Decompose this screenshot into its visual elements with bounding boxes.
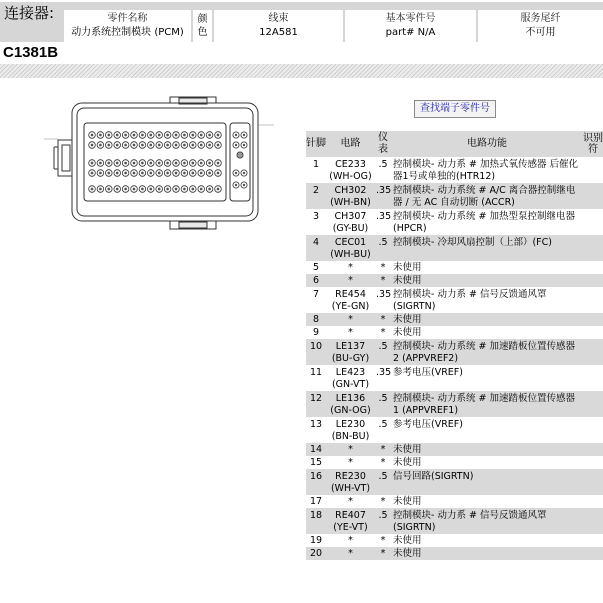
wire-gauge: *	[380, 496, 386, 507]
pin-contact	[149, 134, 152, 137]
pin-number: 18	[306, 508, 326, 534]
pin-number: 16	[306, 469, 326, 495]
pin-cavity-field	[89, 132, 247, 193]
pin-contact	[166, 172, 169, 175]
pin-contact	[200, 162, 203, 165]
circuit-cell	[326, 469, 375, 495]
pin-contact	[107, 144, 110, 147]
wire-gauge: .5	[375, 235, 391, 261]
pin-contact	[99, 172, 102, 175]
identifier	[583, 313, 603, 326]
pin-contact	[208, 162, 211, 165]
pin-number: 19	[309, 535, 323, 546]
pin-contact	[107, 188, 110, 191]
pin-contact	[149, 144, 152, 147]
pin-number: 20	[306, 547, 326, 560]
pin-contact	[217, 134, 220, 137]
pin-contact	[99, 144, 102, 147]
wire-color: (GN-OG)	[330, 404, 371, 416]
pin-contact	[175, 188, 178, 191]
pin-contact	[191, 144, 194, 147]
circuit-cell	[326, 547, 375, 560]
pin-contact	[243, 184, 245, 186]
circuit-code: LE423	[335, 367, 366, 378]
pin-contact	[235, 184, 237, 186]
circuit-cell	[326, 508, 375, 534]
pin-cavity	[237, 152, 243, 158]
pin-contact	[217, 162, 220, 165]
wire-color: (GY-BU)	[332, 222, 369, 234]
pin-contact	[91, 162, 94, 165]
pin-contact	[99, 162, 102, 165]
circuit-code: CE233	[335, 159, 366, 170]
table-row	[306, 365, 603, 391]
circuit-function: 未使用	[391, 313, 583, 326]
pin-contact	[191, 134, 194, 137]
connector-header	[0, 0, 603, 64]
pin-contact	[175, 144, 178, 147]
find-terminal-part-number-button[interactable]: 查找端子零件号	[414, 100, 496, 118]
pin-contact	[124, 144, 127, 147]
pin-number: 5	[312, 262, 320, 273]
wire-gauge: .35	[376, 289, 392, 300]
identifier	[583, 443, 603, 456]
circuit-code: LE137	[335, 341, 366, 352]
circuit-cell	[326, 443, 375, 456]
pin-contact	[166, 188, 169, 191]
pin-contact	[158, 172, 161, 175]
circuit-code: *	[348, 457, 353, 468]
circuit-cell	[326, 261, 375, 274]
pin-number: 7	[312, 289, 320, 300]
table-row	[306, 534, 603, 547]
circuit-cell	[326, 339, 375, 365]
pin-contact	[235, 144, 237, 146]
pin-contact	[166, 162, 169, 165]
pin-contact	[166, 134, 169, 137]
pin-contact	[141, 188, 144, 191]
pin-contact	[175, 134, 178, 137]
pin-contact	[217, 172, 220, 175]
pin-contact	[107, 172, 110, 175]
wire-color: (YE-GN)	[331, 300, 370, 312]
table-row	[306, 469, 603, 495]
base-part-value: part# N/A	[385, 27, 436, 38]
pin-contact	[191, 172, 194, 175]
wire-gauge: *	[380, 535, 386, 546]
pin-contact	[149, 172, 152, 175]
pin-number: 11	[309, 367, 323, 378]
wire-color: (BU-GY)	[331, 352, 370, 364]
circuit-code: CH302	[334, 185, 367, 196]
pin-contact	[149, 188, 152, 191]
table-row	[306, 508, 603, 534]
table-row	[306, 391, 603, 417]
circuit-cell	[326, 287, 375, 313]
identifier	[583, 495, 603, 508]
wire-color: (WH-BN)	[330, 196, 371, 208]
circuit-function: 控制模块- 动力系统 # 加速踏板位置传感器 1 (APPVREF1)	[391, 391, 583, 417]
pin-contact	[183, 188, 186, 191]
identifier	[583, 469, 603, 495]
part-name-cell	[64, 10, 191, 42]
pin-number: 14	[306, 443, 326, 456]
pin-contact	[235, 134, 237, 136]
wire-gauge: .5	[375, 469, 391, 495]
circuit-cell	[326, 417, 375, 443]
identifier	[583, 287, 603, 313]
identifier	[583, 209, 603, 235]
pin-contact	[141, 144, 144, 147]
circuit-cell	[326, 534, 375, 547]
pin-table-body	[306, 157, 603, 560]
circuit-function: 控制模块- 冷却风扇控制（上部）(FC)	[391, 235, 583, 261]
pin-contact	[107, 134, 110, 137]
pin-column-header: 针脚	[306, 131, 326, 157]
identifier	[583, 391, 603, 417]
wire-gauge: *	[380, 262, 386, 273]
circuit-cell	[326, 365, 375, 391]
pin-contact	[217, 144, 220, 147]
circuit-function: 参考电压(VREF)	[393, 367, 463, 378]
circuit-cell	[326, 495, 375, 508]
circuit-cell	[326, 313, 375, 326]
circuit-cell	[326, 183, 375, 209]
circuit-cell	[326, 157, 375, 183]
base-part-label: 基本零件号	[385, 13, 436, 24]
circuit-column-header: 电路	[326, 131, 375, 157]
wire-gauge: *	[380, 327, 386, 338]
circuit-code: RE407	[335, 510, 366, 521]
wire-gauge: .5	[375, 339, 391, 365]
circuit-code: RE454	[335, 289, 366, 300]
identifier	[583, 547, 603, 560]
pin-contact	[158, 144, 161, 147]
circuit-code: CH307	[334, 211, 367, 222]
circuit-function: 未使用	[393, 496, 422, 507]
pin-contact	[200, 134, 203, 137]
table-row	[306, 261, 603, 274]
wire-gauge: *	[380, 457, 386, 468]
circuit-code: *	[348, 548, 353, 559]
pin-contact	[133, 172, 136, 175]
circuit-code: *	[348, 496, 353, 507]
table-row	[306, 339, 603, 365]
identifier	[583, 534, 603, 547]
pin-contact	[243, 172, 245, 174]
pin-contact	[141, 134, 144, 137]
pin-contact	[158, 134, 161, 137]
connector-id: C1381B	[3, 44, 59, 61]
pin-contact	[235, 172, 237, 174]
identifier	[583, 339, 603, 365]
connector-label: 连接器:	[4, 4, 55, 22]
table-row	[306, 209, 603, 235]
pin-contact	[116, 134, 119, 137]
pin-contact	[200, 172, 203, 175]
wire-gauge: .5	[375, 508, 391, 534]
wire-color: (WH-BU)	[330, 248, 371, 260]
wire-color: (WH-OG)	[329, 170, 372, 182]
service-pigtail-cell	[478, 10, 603, 42]
circuit-function: 未使用	[391, 443, 583, 456]
circuit-function: 未使用	[393, 535, 422, 546]
pin-contact	[124, 172, 127, 175]
circuit-function: 未使用	[391, 274, 583, 287]
identifier	[583, 183, 603, 209]
pin-contact	[99, 188, 102, 191]
pin-contact	[243, 144, 245, 146]
pin-contact	[200, 144, 203, 147]
circuit-cell	[326, 391, 375, 417]
pin-number: 9	[312, 327, 320, 338]
pin-contact	[99, 134, 102, 137]
circuit-function: 未使用	[393, 457, 422, 468]
pin-contact	[133, 188, 136, 191]
circuit-code: CEC01	[334, 237, 367, 248]
pin-contact	[133, 162, 136, 165]
table-row	[306, 417, 603, 443]
circuit-code: *	[348, 275, 353, 286]
circuit-function: 未使用	[393, 327, 422, 338]
circuit-cell	[326, 456, 375, 469]
pin-contact	[183, 162, 186, 165]
pin-table	[306, 131, 603, 560]
table-row	[306, 157, 603, 183]
identifier	[583, 417, 603, 443]
pin-contact	[133, 144, 136, 147]
table-row	[306, 456, 603, 469]
wire-gauge: .35	[375, 183, 391, 209]
circuit-cell	[326, 326, 375, 339]
circuit-cell	[326, 274, 375, 287]
gauge-column-header: 仪表	[375, 131, 391, 157]
pin-number: 1	[312, 159, 320, 170]
circuit-function: 控制模块- 动力系统 # A/C 离合器控制继电器 / 无 AC 自动切断 (ACCR)	[391, 183, 583, 209]
pin-contact	[116, 162, 119, 165]
circuit-function: 控制模块- 动力系统 # 加热型泵控制继电器 (HPCR)	[393, 211, 575, 234]
pin-contact	[149, 162, 152, 165]
identifier	[583, 235, 603, 261]
pin-number: 8	[306, 313, 326, 326]
pin-contact	[208, 144, 211, 147]
pin-contact	[183, 134, 186, 137]
table-row	[306, 547, 603, 560]
pin-number: 13	[309, 419, 323, 430]
pin-contact	[141, 172, 144, 175]
part-name-label: 零件名称	[107, 13, 148, 24]
wire-color: (GN-VT)	[331, 378, 370, 390]
circuit-function: 未使用	[393, 262, 422, 273]
function-column-header: 电路功能	[391, 131, 583, 157]
circuit-code: *	[348, 444, 353, 455]
pin-contact	[107, 162, 110, 165]
wire-gauge: .5	[378, 159, 388, 170]
table-row	[306, 235, 603, 261]
table-row	[306, 495, 603, 508]
identifier	[583, 365, 603, 391]
pin-contact	[158, 162, 161, 165]
pin-contact	[124, 188, 127, 191]
pin-contact	[91, 144, 94, 147]
pin-number: 6	[306, 274, 326, 287]
circuit-code: LE230	[335, 419, 366, 430]
wire-gauge: *	[375, 547, 391, 560]
wire-gauge: .35	[376, 367, 392, 378]
circuit-code: *	[348, 262, 353, 273]
table-row	[306, 313, 603, 326]
pin-number: 12	[306, 391, 326, 417]
wire-gauge: *	[375, 443, 391, 456]
wire-color: (BN-BU)	[331, 430, 370, 442]
id-column-header: 识别符	[583, 133, 603, 155]
pin-number: 17	[309, 496, 323, 507]
wire-color: (WH-VT)	[330, 482, 371, 494]
circuit-code: *	[348, 327, 353, 338]
pin-contact	[208, 188, 211, 191]
pin-contact	[158, 188, 161, 191]
pin-number: 2	[306, 183, 326, 209]
wire-gauge: *	[375, 274, 391, 287]
pin-contact	[200, 188, 203, 191]
pin-contact	[183, 172, 186, 175]
pin-contact	[141, 162, 144, 165]
pin-contact	[124, 162, 127, 165]
harness-value: 12A581	[259, 27, 298, 38]
pin-number: 10	[306, 339, 326, 365]
pin-contact	[191, 188, 194, 191]
identifier	[583, 456, 603, 469]
wire-color: (YE-VT)	[333, 521, 368, 533]
circuit-cell	[326, 235, 375, 261]
pin-number: 15	[309, 457, 323, 468]
circuit-function: 参考电压(VREF)	[393, 419, 463, 430]
circuit-code: LE136	[335, 393, 366, 404]
circuit-code: *	[348, 314, 353, 325]
circuit-function: 控制模块- 动力系 # 信号反馈通风罩 (SIGRTN)	[391, 508, 583, 534]
service-pigtail-label: 服务尾纤	[520, 13, 561, 24]
harness-cell	[214, 10, 343, 42]
color-cell	[193, 10, 212, 42]
pin-number: 4	[306, 235, 326, 261]
pin-contact	[91, 134, 94, 137]
pin-contact	[243, 134, 245, 136]
identifier	[583, 508, 603, 534]
table-row	[306, 287, 603, 313]
pin-contact	[175, 172, 178, 175]
pin-contact	[217, 188, 220, 191]
table-row	[306, 183, 603, 209]
identifier	[583, 157, 603, 183]
pin-contact	[116, 172, 119, 175]
wire-gauge: *	[375, 313, 391, 326]
identifier	[583, 261, 603, 274]
part-name-value: 动力系统控制模块 (PCM)	[71, 27, 184, 38]
pin-contact	[208, 172, 211, 175]
pin-number: 3	[312, 211, 320, 222]
pin-contact	[175, 162, 178, 165]
pin-contact	[116, 188, 119, 191]
pin-contact	[208, 134, 211, 137]
pin-contact	[116, 144, 119, 147]
circuit-function: 控制模块- 动力系 # 信号反馈通风罩 (SIGRTN)	[393, 289, 547, 312]
wire-gauge: .5	[375, 391, 391, 417]
pin-contact	[124, 134, 127, 137]
circuit-cell	[326, 209, 375, 235]
color-label: 颜色	[197, 14, 208, 38]
pin-contact	[91, 188, 94, 191]
pin-contact	[191, 162, 194, 165]
circuit-code: *	[348, 535, 353, 546]
pin-contact	[133, 134, 136, 137]
table-row	[306, 326, 603, 339]
pin-table-header-row	[306, 131, 603, 157]
table-row	[306, 443, 603, 456]
wire-gauge: .35	[376, 211, 392, 222]
base-part-cell	[345, 10, 476, 42]
circuit-function: 控制模块- 动力系 # 加热式氧传感器 后催化器1号或单独的(HTR12)	[393, 159, 578, 182]
table-row	[306, 274, 603, 287]
circuit-function: 未使用	[391, 547, 583, 560]
wire-gauge: .5	[378, 419, 388, 430]
pin-contact	[166, 144, 169, 147]
pin-contact	[183, 144, 186, 147]
service-pigtail-value: 不可用	[525, 27, 556, 38]
identifier	[583, 274, 603, 287]
hatched-divider	[0, 64, 603, 78]
circuit-function: 控制模块- 动力系统 # 加速踏板位置传感器 2 (APPVREF2)	[391, 339, 583, 365]
connector-face-diagram	[44, 95, 274, 245]
pin-contact	[91, 172, 94, 175]
circuit-function: 信号回路(SIGRTN)	[391, 469, 583, 495]
circuit-code: RE230	[335, 471, 366, 482]
identifier	[583, 326, 603, 339]
harness-label: 线束	[268, 13, 289, 24]
